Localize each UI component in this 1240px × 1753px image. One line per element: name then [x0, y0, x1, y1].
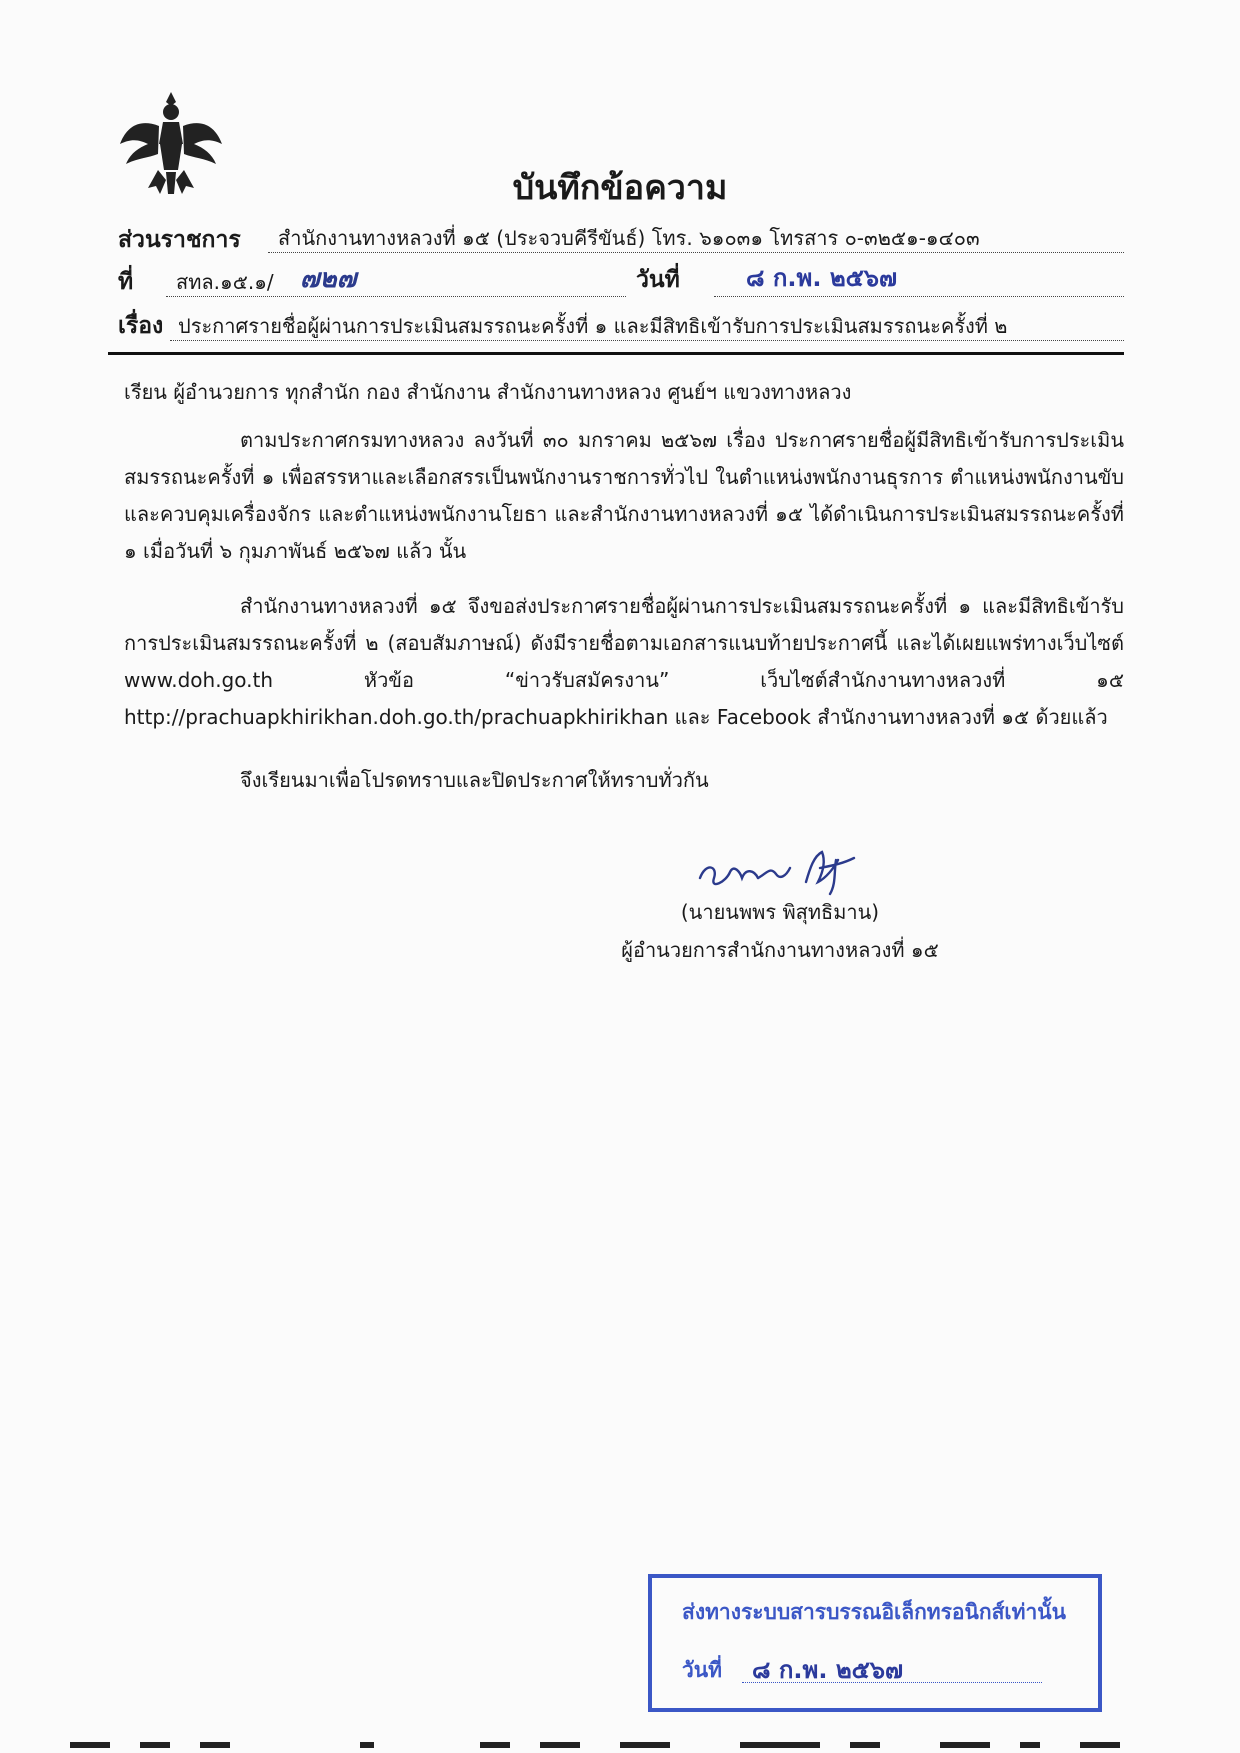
- salutation: เรียน ผู้อำนวยการ ทุกสำนัก กอง สำนักงาน สำนักงานทางหลวง ศูนย์ฯ แขวงทางหลวง: [124, 380, 852, 404]
- ref-value: สทล.๑๕.๑/: [176, 270, 274, 294]
- electronic-delivery-stamp: [648, 1574, 1102, 1712]
- closing-line: จึงเรียนมาเพื่อโปรดทราบและปิดประกาศให้ทราบทั่วกัน: [240, 768, 709, 792]
- date-dotted-line: [714, 296, 1124, 297]
- date-label: วันที่: [636, 267, 680, 293]
- handwritten-signature: [696, 838, 876, 898]
- subject-dotted-line: [170, 340, 1124, 341]
- ref-dotted-line: [166, 296, 626, 297]
- stamp-dotted-line: [742, 1682, 1042, 1683]
- header-divider: [108, 352, 1124, 355]
- document-title: บันทึกข้อความ: [512, 168, 728, 208]
- stamp-date-label: วันที่: [682, 1658, 722, 1682]
- stamp-text: ส่งทางระบบสารบรรณอิเล็กทรอนิกส์เท่านั้น: [682, 1600, 1066, 1624]
- agency-value: สำนักงานทางหลวงที่ ๑๕ (ประจวบคีรีขันธ์) โทร. ๖๑๐๓๑ โทรสาร ๐-๓๒๕๑-๑๔๐๓: [278, 226, 980, 250]
- stamp-date-value: ๘ ก.พ. ๒๕๖๗: [752, 1656, 904, 1684]
- ref-label: ที่: [118, 269, 134, 295]
- ref-handwritten-number: ๗๒๗: [300, 264, 357, 294]
- body-paragraph-2: สำนักงานทางหลวงที่ ๑๕ จึงขอส่งประกาศรายชื่อผู้ผ่านการประเมินสมรรถนะครั้งที่ ๑ และมีสิทธิเข้ารับการประเมินสมรรถนะครั้งที่ ๒ (สอบสัมภาษณ์) ดังมีรายชื่อตามเอกสารแนบท้ายประกาศนี้ และได้เผยแพร่ทางเว็บไซต์ www.doh.go.th หัวข้อ “ข่าวรับสมัครงาน” เว็บไซต์สำนักงานทางหลวงที่ ๑๕ http://prachuapkhirikhan.doh.go.th/prachuapkhirikhan และ Facebook สำนักงานทางหลวงที่ ๑๕ ด้วยแล้ว: [124, 594, 1124, 729]
- signatory-name: (นายนพพร พิสุทธิมาน): [680, 900, 880, 924]
- agency-dotted-line: [268, 252, 1124, 253]
- signatory-position: ผู้อำนวยการสำนักงานทางหลวงที่ ๑๕: [621, 938, 939, 962]
- date-value: ๘ ก.พ. ๒๕๖๗: [746, 264, 898, 292]
- scan-edge-artifact: [0, 1738, 1240, 1753]
- body-paragraph-1: ตามประกาศกรมทางหลวง ลงวันที่ ๓๐ มกราคม ๒๕๖๗ เรื่อง ประกาศรายชื่อผู้มีสิทธิเข้ารับการประเมินสมรรถนะครั้งที่ ๑ เพื่อสรรหาและเลือกสรรเป็นพนักงานราชการทั่วไป ในตำแหน่งพนักงานธุรการ ตำแหน่งพนักงานขับและควบคุมเครื่องจักร และตำแหน่งพนักงานโยธา และสำนักงานทางหลวงที่ ๑๕ ได้ดำเนินการประเมินสมรรถนะครั้งที่ ๑ เมื่อวันที่ ๖ กุมภาพันธ์ ๒๕๖๗ แล้ว นั้น: [124, 428, 1124, 563]
- subject-value: ประกาศรายชื่อผู้ผ่านการประเมินสมรรถนะครั้งที่ ๑ และมีสิทธิเข้ารับการประเมินสมรรถนะครั้งที่ ๒: [178, 314, 1008, 338]
- subject-label: เรื่อง: [118, 313, 164, 339]
- agency-label: ส่วนราชการ: [118, 227, 241, 253]
